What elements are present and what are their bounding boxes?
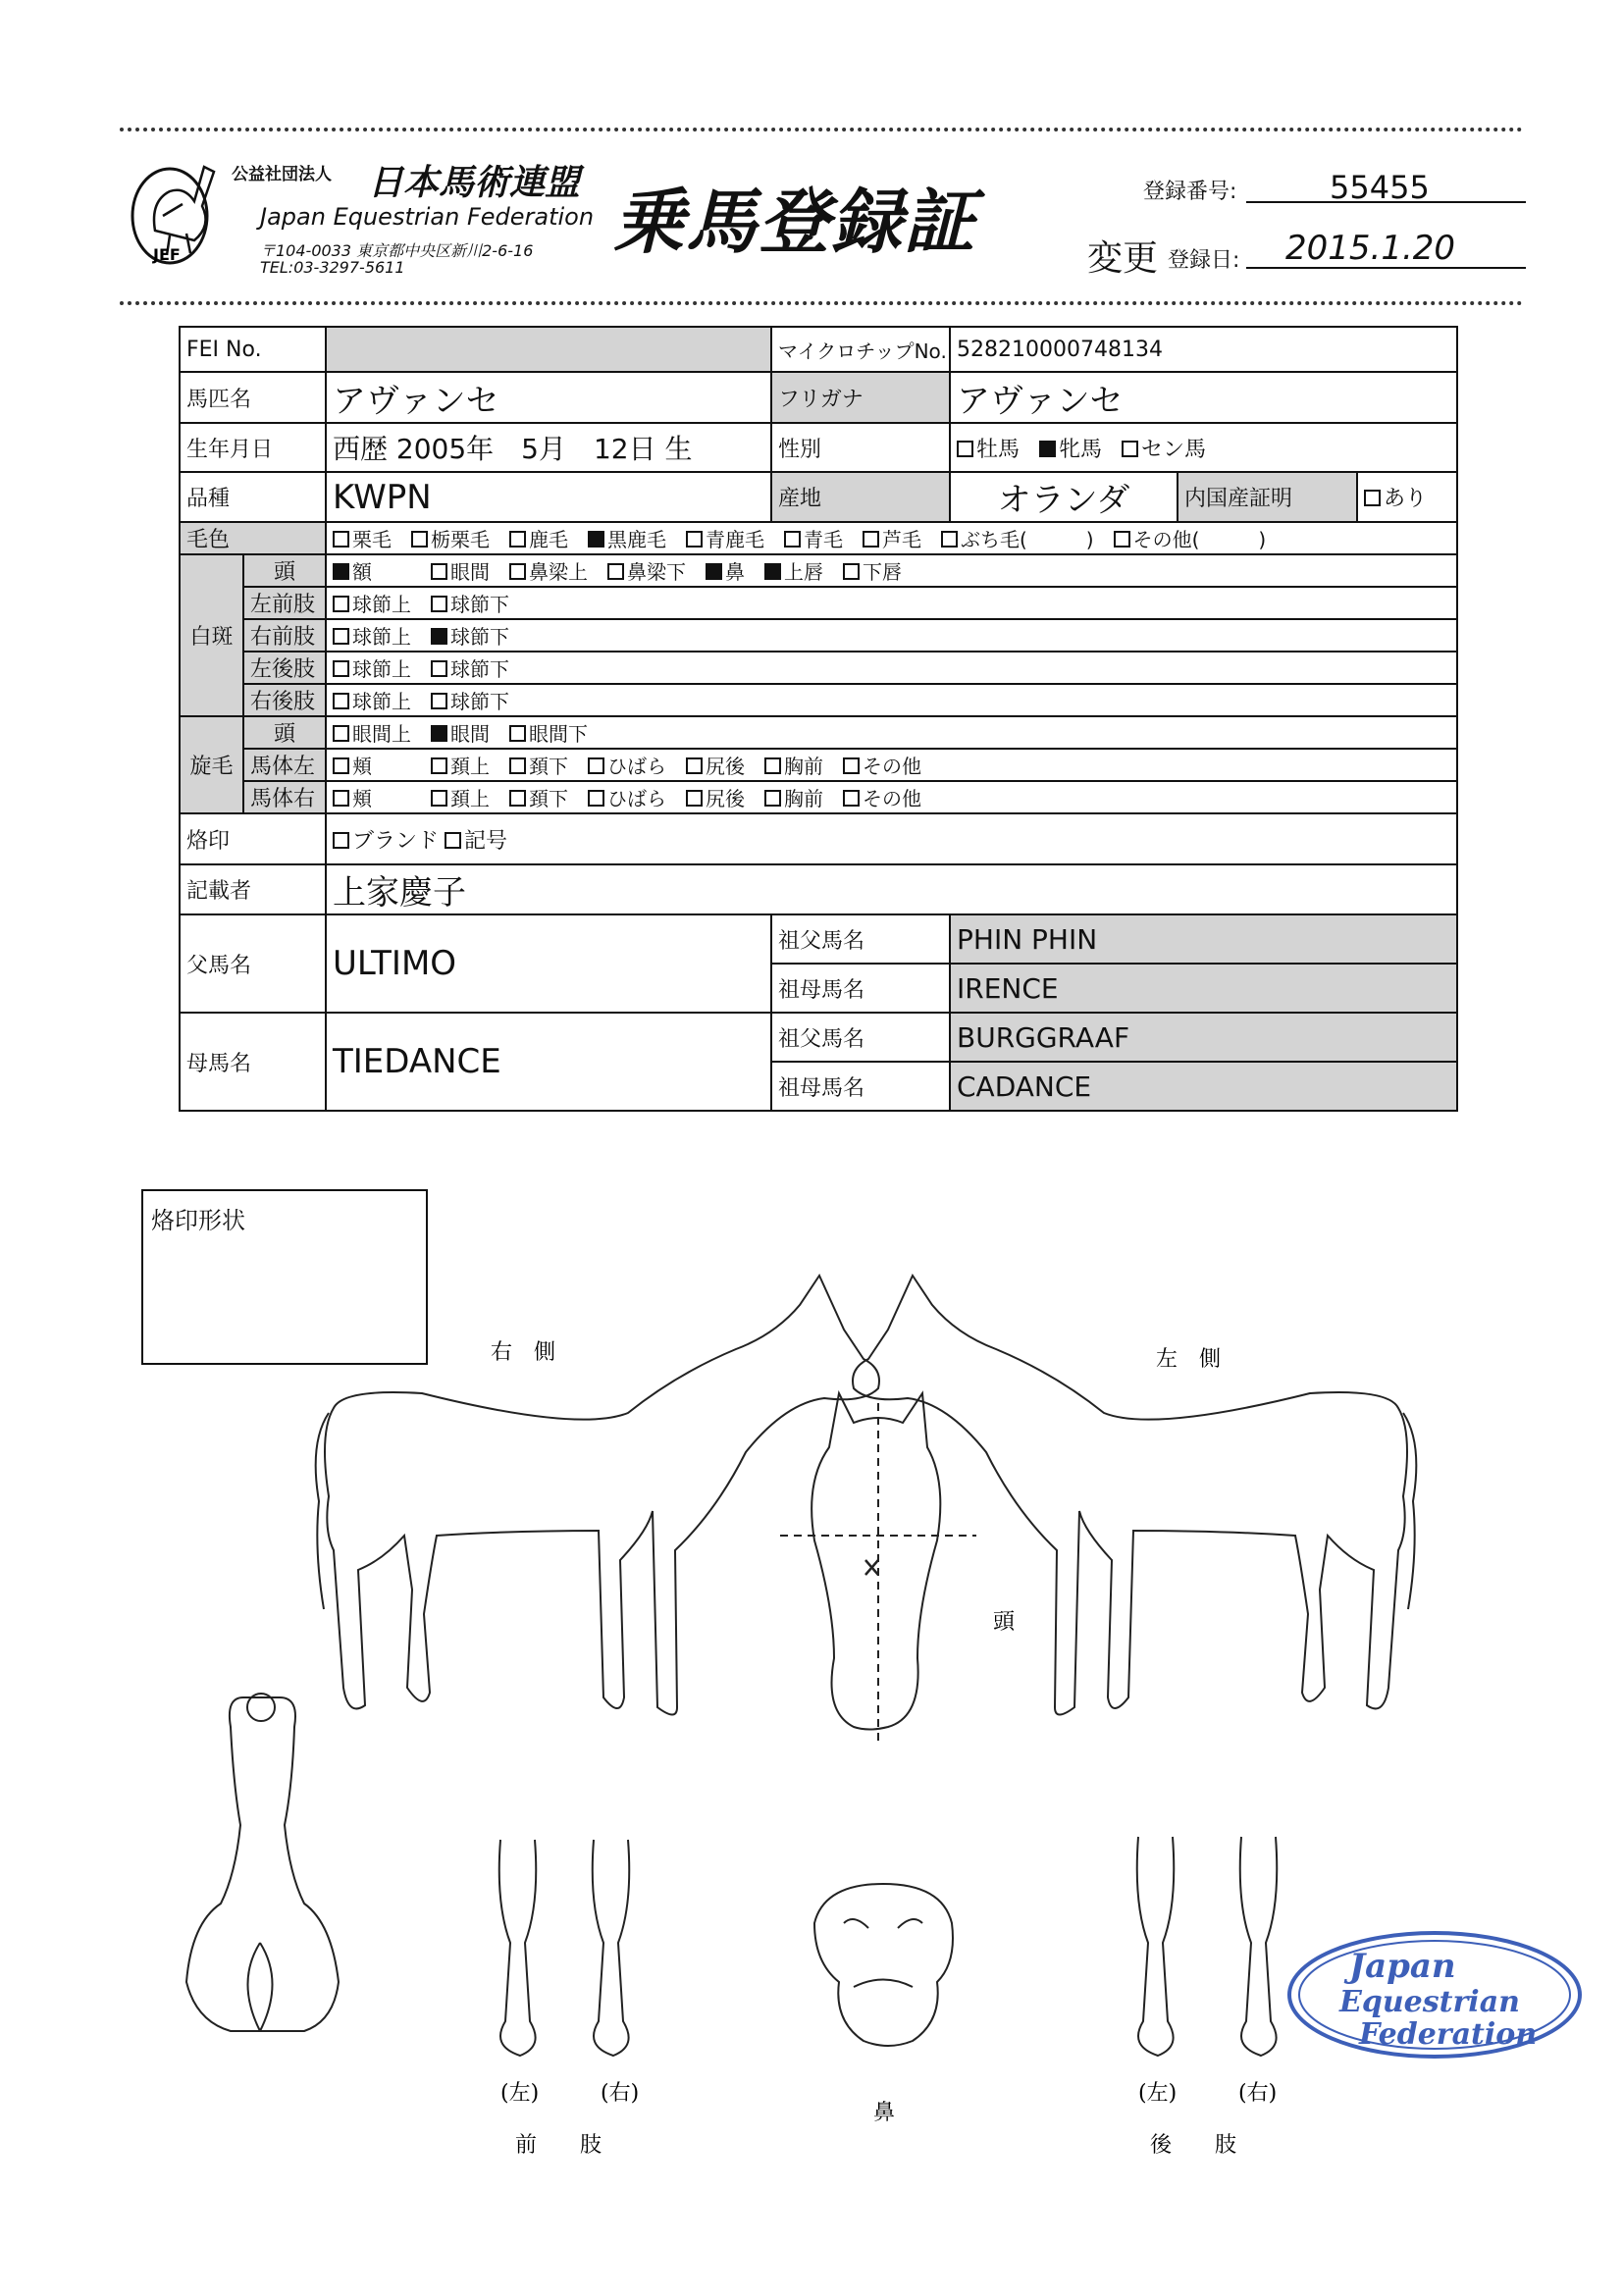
checkbox-color[interactable] — [333, 531, 349, 548]
markings-head-label: 頭 — [243, 554, 326, 587]
logo-text: JEF — [153, 245, 181, 264]
domestic-option-label: あり — [1384, 487, 1428, 511]
hind-right-label: (右) — [1238, 2081, 1278, 2106]
checkbox-marking[interactable] — [843, 563, 860, 580]
brand-options — [326, 813, 1457, 864]
furigana-value: アヴァンセ — [950, 372, 1457, 423]
whorl-option-label: その他 — [863, 755, 921, 778]
stamp-line-2: Equestrian — [1339, 1985, 1520, 2019]
change-handwritten-note: 変更 — [1087, 238, 1159, 279]
fore-left-label: (左) — [500, 2081, 540, 2106]
nose-view-outline — [814, 1884, 953, 2046]
sire-granddam-label: 祖母馬名 — [771, 964, 950, 1013]
markings-left-fore-label: 左前肢 — [243, 587, 326, 619]
whorl-option-label: 眼間 — [450, 722, 490, 746]
sex-option-label: 牝馬 — [1059, 437, 1103, 462]
fore-right-label: (右) — [601, 2081, 640, 2106]
fei-label: FEI No. — [180, 327, 326, 372]
sire-grandsire-value: PHIN PHIN — [950, 914, 1457, 964]
whorl-option-label: ひばら — [607, 755, 666, 778]
whorl-option-label: 頚上 — [450, 787, 490, 810]
org-name: 日本馬術連盟 — [368, 163, 581, 203]
sex-options — [950, 423, 1457, 472]
markings-label: 白斑 — [180, 554, 243, 716]
nose-label: 鼻 — [873, 2101, 896, 2125]
checkbox-whorl[interactable] — [509, 757, 526, 774]
checkbox-marking[interactable] — [764, 563, 781, 580]
whorl-option-label: 眼間上 — [352, 722, 411, 746]
brand-option-label: 記号 — [464, 828, 508, 854]
org-english-name: Japan Equestrian Federation — [260, 203, 595, 231]
checkbox-brand[interactable] — [445, 832, 461, 849]
dam-label: 母馬名 — [180, 1013, 326, 1111]
sire-label: 父馬名 — [180, 914, 326, 1013]
color-option-label: 栗毛 — [352, 528, 392, 551]
dam-grandsire-value: BURGGRAAF — [950, 1013, 1457, 1062]
dam-granddam-value: CADANCE — [950, 1062, 1457, 1111]
brand-shape-label: 烙印形状 — [151, 1207, 245, 1234]
checkbox-color[interactable] — [411, 531, 428, 548]
org-type: 公益社団法人 — [232, 165, 332, 184]
marking-option-label: 球節下 — [450, 690, 509, 713]
header-dotted-rule — [120, 301, 1523, 305]
whorl-option-label: 頚下 — [529, 787, 568, 810]
birth-date-value: 西歴 2005年 5月 12日 生 — [326, 423, 771, 472]
checkbox-whorl[interactable] — [588, 757, 604, 774]
horse-name-value: アヴァンセ — [326, 372, 771, 423]
fore-right-leg — [593, 1840, 630, 2056]
rear-view-outline — [186, 1697, 339, 2031]
whorl-option-label: ひばら — [607, 787, 666, 810]
marking-option-label: 額 — [352, 560, 372, 584]
whorls-head-options — [326, 716, 1457, 749]
recorder-value: 上家慶子 — [326, 864, 1457, 914]
color-option-label: 栃栗毛 — [431, 528, 490, 551]
marking-option-label: 球節上 — [352, 593, 411, 616]
hind-left-leg — [1137, 1837, 1175, 2056]
registration-number-label: 登録番号: — [1143, 180, 1237, 204]
checkbox-marking[interactable] — [431, 563, 447, 580]
checkbox-sex-gelding[interactable] — [1122, 441, 1138, 457]
checkbox-color[interactable] — [509, 531, 526, 548]
checkbox-color[interactable] — [1114, 531, 1130, 548]
org-tel: TEL:03-3297-5611 — [260, 258, 405, 277]
whorls-body-left-options — [326, 749, 1457, 781]
fore-left-leg — [499, 1840, 537, 2056]
marking-option-label: 眼間 — [450, 560, 490, 584]
checkbox-marking[interactable] — [509, 563, 526, 580]
coat-color-label: 毛色 — [180, 522, 326, 554]
recorder-label: 記載者 — [180, 864, 326, 914]
checkbox-marking[interactable] — [333, 628, 349, 645]
fei-value — [326, 327, 771, 372]
dam-grandsire-label: 祖父馬名 — [771, 1013, 950, 1062]
checkbox-whorl[interactable] — [843, 790, 860, 807]
checkbox-whorl[interactable] — [431, 725, 447, 742]
checkbox-whorl[interactable] — [509, 725, 526, 742]
whorl-option-label: 尻後 — [706, 755, 745, 778]
domestic-cert-option — [1357, 472, 1457, 522]
markings-right-hind-label: 右後肢 — [243, 684, 326, 716]
checkbox-sex-stallion[interactable] — [957, 441, 973, 457]
whorl-option-label: 頚上 — [450, 755, 490, 778]
horse-name-label: 馬匹名 — [180, 372, 326, 423]
sex-label: 性別 — [771, 423, 950, 472]
checkbox-brand[interactable] — [333, 832, 349, 849]
whorl-option-label: 胸前 — [784, 755, 823, 778]
whorl-option-label: その他 — [863, 787, 921, 810]
marking-option-label: 鼻梁上 — [529, 560, 588, 584]
brand-option-label: ブランド — [352, 828, 440, 854]
whorl-option-label: 尻後 — [706, 787, 745, 810]
checkbox-color[interactable] — [941, 531, 958, 548]
marking-option-label: 下唇 — [863, 560, 902, 584]
dam-value: TIEDANCE — [326, 1013, 771, 1111]
stamp-line-3: Federation — [1359, 2017, 1538, 2052]
checkbox-marking[interactable] — [431, 660, 447, 677]
marking-option-label: 鼻 — [725, 560, 745, 584]
color-option-label: 青毛 — [804, 528, 843, 551]
fore-legs-label: 前 肢 — [515, 2133, 602, 2158]
checkbox-domestic[interactable] — [1364, 490, 1381, 506]
hind-left-label: (左) — [1138, 2081, 1178, 2106]
checkbox-whorl[interactable] — [764, 757, 781, 774]
whorl-option-label: 頚下 — [529, 755, 568, 778]
breed-value: KWPN — [326, 472, 771, 522]
markings-left-hind-options — [326, 652, 1457, 684]
checkbox-whorl[interactable] — [509, 790, 526, 807]
checkbox-color[interactable] — [686, 531, 703, 548]
sire-value: ULTIMO — [326, 914, 771, 1013]
color-option-label: ぶち毛( ) — [961, 528, 1094, 551]
markings-left-hind-label: 左後肢 — [243, 652, 326, 684]
hind-right-leg — [1240, 1837, 1278, 2056]
checkbox-marking[interactable] — [607, 563, 624, 580]
whorl-option-label: 眼間下 — [529, 722, 588, 746]
markings-right-fore-label: 右前肢 — [243, 619, 326, 652]
left-side-horse-outline — [853, 1276, 1407, 1715]
markings-right-fore-options — [326, 619, 1457, 652]
marking-option-label: 鼻梁下 — [627, 560, 686, 584]
domestic-cert-label: 内国産証明 — [1178, 472, 1357, 522]
checkbox-whorl[interactable] — [431, 790, 447, 807]
org-address: 〒104-0033 東京都中央区新川2-6-16 — [260, 241, 534, 260]
marking-option-label: 球節下 — [450, 657, 509, 681]
checkbox-whorl[interactable] — [686, 757, 703, 774]
markings-head-options — [326, 554, 1457, 587]
marking-option-label: 球節上 — [352, 690, 411, 713]
origin-value: オランダ — [950, 472, 1178, 522]
breed-label: 品種 — [180, 472, 326, 522]
checkbox-whorl[interactable] — [333, 725, 349, 742]
whorl-option-label: 胸前 — [784, 787, 823, 810]
checkbox-color[interactable] — [588, 531, 604, 548]
checkbox-whorl[interactable] — [333, 790, 349, 807]
checkbox-marking[interactable] — [431, 693, 447, 709]
color-option-label: 鹿毛 — [529, 528, 568, 551]
registration-date: 2015.1.20 — [1285, 229, 1456, 268]
color-option-label: 黒鹿毛 — [607, 528, 666, 551]
checkbox-color[interactable] — [863, 531, 879, 548]
checkbox-marking[interactable] — [333, 660, 349, 677]
marking-option-label: 上唇 — [784, 560, 823, 584]
whorls-head-label: 頭 — [243, 716, 326, 749]
whorl-option-label: 頬 — [352, 787, 372, 810]
checkbox-marking[interactable] — [333, 563, 349, 580]
stamp-line-1: Japan — [1349, 1947, 1456, 1986]
markings-left-fore-options — [326, 587, 1457, 619]
right-side-label: 右 側 — [491, 1340, 556, 1365]
sex-option-label: 牡馬 — [976, 437, 1021, 462]
color-option-label: その他( ) — [1132, 528, 1267, 551]
document-title: 乗馬登録証 — [613, 181, 977, 263]
right-side-horse-outline — [325, 1276, 879, 1715]
color-option-label: 芦毛 — [882, 528, 921, 551]
jef-stamp — [1285, 1928, 1585, 2061]
checkbox-whorl[interactable] — [333, 757, 349, 774]
dam-granddam-label: 祖母馬名 — [771, 1062, 950, 1111]
markings-right-hind-options — [326, 684, 1457, 716]
sire-grandsire-label: 祖父馬名 — [771, 914, 950, 964]
left-side-label: 左 側 — [1156, 1347, 1222, 1372]
checkbox-marking[interactable] — [333, 693, 349, 709]
whorls-body-left-label: 馬体左 — [243, 749, 326, 781]
origin-label: 産地 — [771, 472, 950, 522]
head-label: 頭 — [993, 1610, 1016, 1635]
marking-option-label: 球節上 — [352, 657, 411, 681]
color-option-label: 青鹿毛 — [706, 528, 764, 551]
registration-date-label: 登録日: — [1168, 248, 1240, 273]
birth-date-label: 生年月日 — [180, 423, 326, 472]
checkbox-color[interactable] — [784, 531, 801, 548]
hind-legs-label: 後 肢 — [1150, 2133, 1237, 2158]
coat-color-options — [326, 522, 1457, 554]
registration-table — [179, 326, 1458, 1112]
microchip-value: 528210000748134 — [950, 327, 1457, 372]
top-dotted-rule — [120, 128, 1523, 131]
whorls-body-right-options — [326, 781, 1457, 813]
checkbox-marking[interactable] — [706, 563, 722, 580]
marking-option-label: 球節上 — [352, 625, 411, 649]
marking-option-label: 球節下 — [450, 625, 509, 649]
marking-option-label: 球節下 — [450, 593, 509, 616]
whorls-body-right-label: 馬体右 — [243, 781, 326, 813]
checkbox-sex-mare[interactable] — [1039, 441, 1056, 457]
whorls-label: 旋毛 — [180, 716, 243, 813]
checkbox-marking[interactable] — [431, 628, 447, 645]
checkbox-whorl[interactable] — [686, 790, 703, 807]
checkbox-marking[interactable] — [431, 596, 447, 612]
registration-number: 55455 — [1330, 169, 1430, 206]
furigana-label: フリガナ — [771, 372, 950, 423]
checkbox-marking[interactable] — [333, 596, 349, 612]
brand-label: 烙印 — [180, 813, 326, 864]
sire-granddam-value: IRENCE — [950, 964, 1457, 1013]
whorl-option-label: 頬 — [352, 755, 372, 778]
checkbox-whorl[interactable] — [588, 790, 604, 807]
checkbox-whorl[interactable] — [764, 790, 781, 807]
microchip-label: マイクロチップNo. — [771, 327, 950, 372]
sex-option-label: セン馬 — [1141, 437, 1207, 462]
checkbox-whorl[interactable] — [843, 757, 860, 774]
checkbox-whorl[interactable] — [431, 757, 447, 774]
